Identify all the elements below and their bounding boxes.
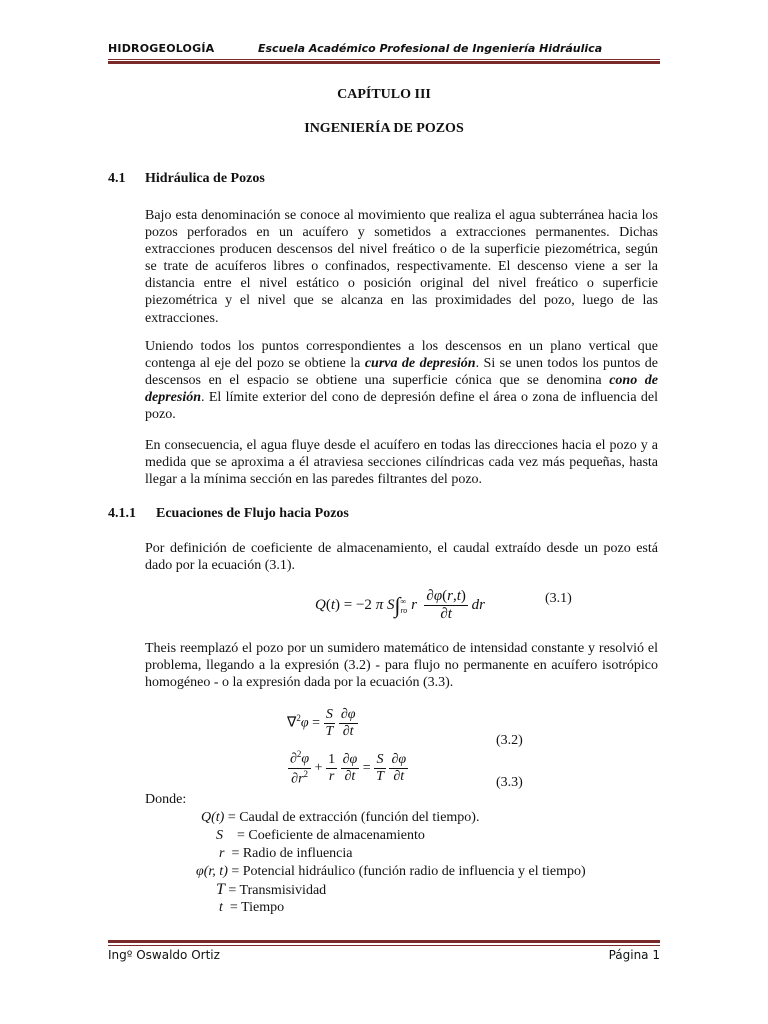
section-title: Hidráulica de Pozos <box>145 171 265 186</box>
equation-3-2-label: (3.2) <box>496 733 523 748</box>
paragraph-2 <box>145 338 658 423</box>
footer-rule-thin <box>108 945 660 946</box>
footer-rule-thick <box>108 940 660 943</box>
definition-text: = Transmisividad <box>228 883 327 898</box>
subsection-number: 4.1.1 <box>108 506 136 521</box>
chapter-title: INGENIERÍA DE POZOS <box>304 121 464 136</box>
paragraph-3: En consecuencia, el agua fluye desde el acuífero en todas las direcciones hacia el pozo y a medida que se aproxima a él atraviesa secciones cilíndricas cada vez más pequeñas, hasta llegar a la mínima sección en las paredes filtrantes del pozo. <box>145 438 658 488</box>
equation-3-1: Q(t) = −2 π S∫ ∞ ro r $\frac{\partial\varphi(r,t)}{\partial t}$ dr <box>315 588 485 622</box>
section-heading-4-1-1 <box>108 506 349 522</box>
definition-phi <box>196 863 586 881</box>
paragraph-1: Bajo esta denominación se conoce al movimiento que realiza el agua subterránea hacia los pozos perforados en un acuífero y sometidos a extracciones permanentes. Dichas extracciones producen descensos del nivel freático o de la superficie piezométrica, según se trate de acuíferos libres o confinados, respectivamente. El descenso viene a ser la distancia entre el nivel estático o posición original del nivel freático o superficie piezométrica y el nivel que se alcanza en las proximidades del pozo, luego de las extracciones. <box>145 208 658 326</box>
definition-r <box>219 845 352 863</box>
chapter-number: CAPÍTULO III <box>337 87 431 102</box>
definition-symbol: Q(t) <box>201 810 225 825</box>
page-footer <box>108 948 660 966</box>
definition-symbol: r <box>219 846 225 861</box>
definition-t-transmisividad <box>216 881 326 900</box>
section-heading-4-1 <box>108 171 265 187</box>
equation-3-2: ∇$^2$φ = $\frac{S}{T}$ $\frac{\partial\varphi}{\partial t}$ <box>287 707 356 739</box>
definition-s <box>216 827 425 845</box>
definition-text: = Tiempo <box>229 900 285 915</box>
definition-symbol: T <box>216 881 225 898</box>
definition-text: = Potencial hidráulico (función radio de influencia y el tiempo) <box>231 864 586 879</box>
definition-symbol: S <box>216 828 223 843</box>
term-cono-de-depresion: cono de depresión <box>145 373 658 406</box>
definition-text: = Caudal de extracción (función del tiempo). <box>227 810 480 825</box>
definition-t-tiempo <box>219 899 284 917</box>
equation-3-1-label: (3.1) <box>545 591 572 606</box>
definition-text: = Coeficiente de almacenamiento <box>237 828 425 843</box>
term-curva-de-depresion: curva de depresión <box>364 356 476 372</box>
footer-page-number: Página 1 <box>608 948 660 962</box>
footer-author: Ingº Oswaldo Ortiz <box>108 948 220 962</box>
paragraph-2-text-b: . Si se unen todos los puntos de descensos en el espacio se obtiene una superficie cónica que se denomina <box>145 356 658 389</box>
paragraph-4: Por definición de coeficiente de almacenamiento, el caudal extraído desde un pozo está dado por la ecuación (3.1). <box>145 541 658 574</box>
header-rule-thick <box>108 61 660 64</box>
header-course: HIDROGEOLOGÍA <box>108 42 215 55</box>
definition-text: = Radio de influencia <box>231 846 353 861</box>
paragraph-2-text-c: . El límite exterior del cono de depresión define el área o zona de influencia del pozo. <box>145 390 658 423</box>
section-number: 4.1 <box>108 171 126 186</box>
definition-symbol: t <box>219 900 223 915</box>
header-rule-thin <box>108 59 660 60</box>
paragraph-5: Theis reemplazó el pozo por un sumidero matemático de intensidad constante y resolvió el problema, llegando a la expresión (3.2) - para flujo no permanente en acuífero isotrópico homogéneo - o la expresión dada por la ecuación (3.3). <box>145 641 658 691</box>
page-header <box>108 42 660 60</box>
definition-q <box>201 809 479 827</box>
header-school: Escuela Académico Profesional de Ingeniería Hidráulica <box>258 42 603 55</box>
subsection-title: Ecuaciones de Flujo hacia Pozos <box>156 506 349 521</box>
donde-label: Donde: <box>145 792 187 807</box>
equation-3-3: $\frac{\partial^2\varphi}{\partial r^2}$ + $\frac{1}{r}$ $\frac{\partial\varphi}{\partial t}$ = $\frac{S}{T}$ $\frac{\partial\varphi}{\partial t}$ <box>290 749 407 787</box>
paragraph-2-text-a: Uniendo todos los puntos correspondientes a los descensos en un plano vertical que contenga al eje del pozo se obtiene la <box>145 339 658 372</box>
definition-symbol: φ(r, t) <box>196 864 228 879</box>
equation-3-3-label: (3.3) <box>496 775 523 790</box>
